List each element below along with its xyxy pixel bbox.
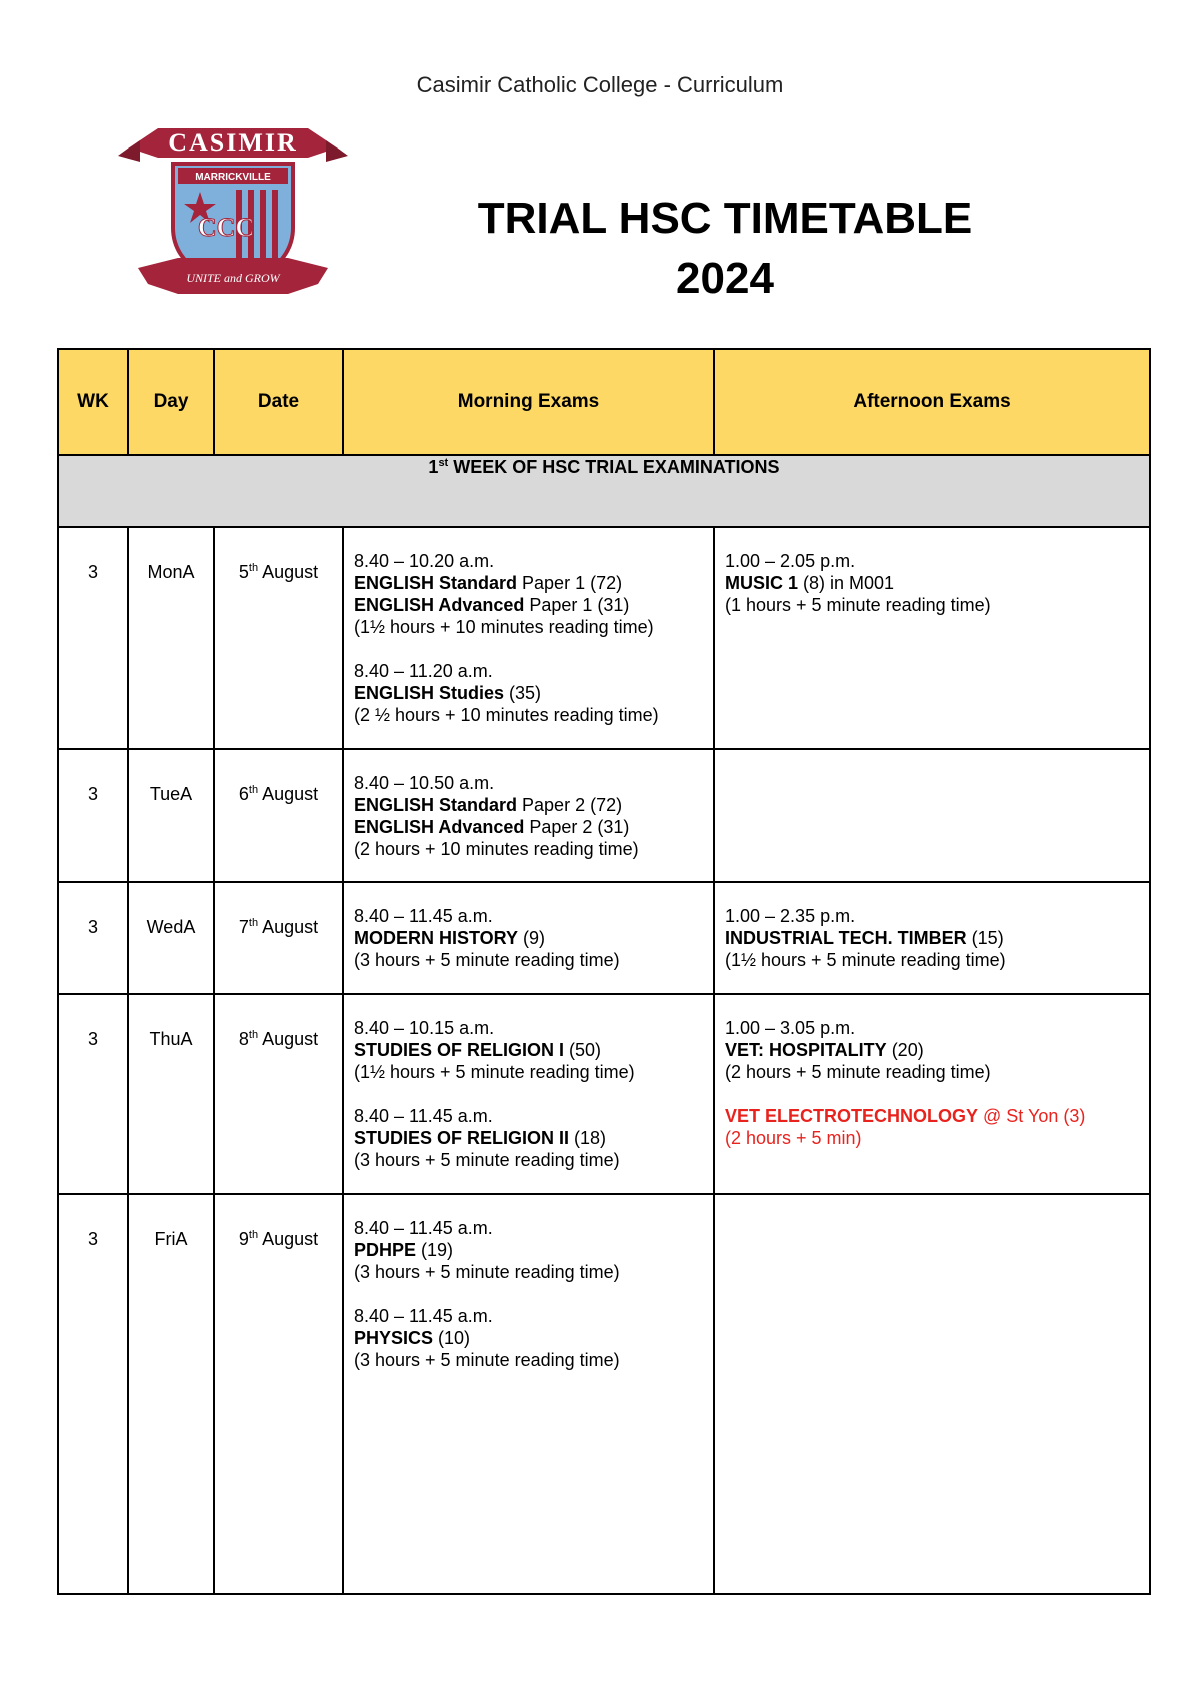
week-banner-row — [58, 455, 1150, 527]
exam-time: 8.40 – 11.20 a.m. — [354, 661, 493, 681]
cell-morning — [343, 527, 714, 749]
exam-duration: (2 hours + 5 minute reading time) — [725, 1062, 991, 1082]
exam-duration: (2 ½ hours + 10 minutes reading time) — [354, 705, 659, 725]
exam-subject: STUDIES OF RELIGION I (50) — [354, 1040, 602, 1060]
exam-block — [354, 905, 703, 971]
exam-subject: MUSIC 1 (8) in M001 — [725, 573, 895, 593]
cell-afternoon — [714, 882, 1150, 994]
exam-duration: (3 hours + 5 minute reading time) — [354, 1350, 620, 1370]
exam-subject: ENGLISH Advanced Paper 1 (31) — [354, 595, 630, 615]
exam-block — [354, 1305, 703, 1371]
exam-duration: (3 hours + 5 minute reading time) — [354, 950, 620, 970]
cell-date: 6th August — [214, 749, 343, 882]
logo-location-text: MARRICKVILLE — [195, 172, 271, 183]
cell-wk: 3 — [58, 527, 128, 749]
cell-afternoon — [714, 1194, 1150, 1594]
cell-date: 8th August — [214, 994, 343, 1194]
exam-subject: ENGLISH Standard Paper 1 (72) — [354, 573, 623, 593]
exam-subject: ENGLISH Studies (35) — [354, 683, 542, 703]
exam-subject: ENGLISH Standard Paper 2 (72) — [354, 795, 623, 815]
exam-subject: ENGLISH Advanced Paper 2 (31) — [354, 817, 630, 837]
logo-motto: UNITE and GROW — [186, 271, 280, 285]
exam-time: 8.40 – 11.45 a.m. — [354, 906, 493, 926]
exam-duration: (3 hours + 5 minute reading time) — [354, 1262, 620, 1282]
exam-duration: (2 hours + 10 minutes reading time) — [354, 839, 639, 859]
exam-time: 1.00 – 2.35 p.m. — [725, 906, 856, 926]
header-date: Date — [214, 349, 343, 455]
cell-day: WedA — [128, 882, 214, 994]
table-row — [58, 882, 1150, 994]
exam-duration: (3 hours + 5 minute reading time) — [354, 1150, 620, 1170]
exam-block — [354, 550, 703, 638]
cell-morning — [343, 994, 714, 1194]
cell-afternoon — [714, 527, 1150, 749]
exam-block — [354, 772, 703, 860]
table-row — [58, 527, 1150, 749]
cell-wk: 3 — [58, 994, 128, 1194]
exam-subject: INDUSTRIAL TECH. TIMBER (15) — [725, 928, 1004, 948]
exam-subject: PDHPE (19) — [354, 1240, 454, 1260]
table-header-row — [58, 349, 1150, 455]
college-logo — [118, 118, 348, 304]
cell-morning — [343, 1194, 714, 1594]
header-day: Day — [128, 349, 214, 455]
exam-subject: MODERN HISTORY (9) — [354, 928, 546, 948]
header-wk: WK — [58, 349, 128, 455]
cell-afternoon — [714, 994, 1150, 1194]
table-row — [58, 749, 1150, 882]
exam-time: 1.00 – 2.05 p.m. — [725, 551, 856, 571]
cell-morning — [343, 882, 714, 994]
exam-block — [354, 1105, 703, 1171]
cell-day: FriA — [128, 1194, 214, 1594]
table-row — [58, 994, 1150, 1194]
exam-time: 8.40 – 10.20 a.m. — [354, 551, 495, 571]
exam-block — [725, 1017, 1139, 1083]
cell-day: ThuA — [128, 994, 214, 1194]
page-year: 2024 — [676, 254, 774, 303]
page-header: Casimir Catholic College - Curriculum — [416, 72, 784, 97]
cell-date: 5th August — [214, 527, 343, 749]
exam-time: 8.40 – 11.45 a.m. — [354, 1106, 493, 1126]
exam-time: 8.40 – 10.50 a.m. — [354, 773, 495, 793]
cell-wk: 3 — [58, 882, 128, 994]
exam-duration: (2 hours + 5 min) — [725, 1128, 862, 1148]
cell-wk: 3 — [58, 1194, 128, 1594]
cell-day: TueA — [128, 749, 214, 882]
exam-time: 8.40 – 11.45 a.m. — [354, 1218, 493, 1238]
exam-block — [725, 905, 1139, 971]
cell-date: 7th August — [214, 882, 343, 994]
page-title: TRIAL HSC TIMETABLE — [477, 194, 973, 243]
cell-date: 9th August — [214, 1194, 343, 1594]
exam-block — [354, 1017, 703, 1083]
cell-morning — [343, 749, 714, 882]
cell-day: MonA — [128, 527, 214, 749]
exam-subject: VET ELECTROTECHNOLOGY @ St Yon (3) — [725, 1106, 1086, 1126]
exam-subject: VET: HOSPITALITY (20) — [725, 1040, 924, 1060]
header-afternoon: Afternoon Exams — [714, 349, 1150, 455]
exam-subject: STUDIES OF RELIGION II (18) — [354, 1128, 607, 1148]
exam-duration: (1½ hours + 5 minute reading time) — [354, 1062, 635, 1082]
logo-banner-text: CASIMIR — [168, 128, 298, 157]
exam-time: 8.40 – 11.45 a.m. — [354, 1306, 493, 1326]
exam-block — [725, 550, 1139, 616]
exam-subject: PHYSICS (10) — [354, 1328, 471, 1348]
exam-duration: (1 hours + 5 minute reading time) — [725, 595, 991, 615]
exam-time: 8.40 – 10.15 a.m. — [354, 1018, 495, 1038]
logo-initials: CCC — [197, 213, 255, 242]
exam-time: 1.00 – 3.05 p.m. — [725, 1018, 856, 1038]
exam-duration: (1½ hours + 10 minutes reading time) — [354, 617, 654, 637]
exam-block — [354, 660, 703, 726]
exam-duration: (1½ hours + 5 minute reading time) — [725, 950, 1006, 970]
cell-afternoon — [714, 749, 1150, 882]
week-banner: 1st WEEK OF HSC TRIAL EXAMINATIONS — [58, 455, 1150, 527]
header-morning: Morning Exams — [343, 349, 714, 455]
exam-block — [354, 1217, 703, 1283]
cell-wk: 3 — [58, 749, 128, 882]
timetable — [57, 348, 1151, 1595]
exam-block — [725, 1105, 1139, 1149]
table-row — [58, 1194, 1150, 1594]
